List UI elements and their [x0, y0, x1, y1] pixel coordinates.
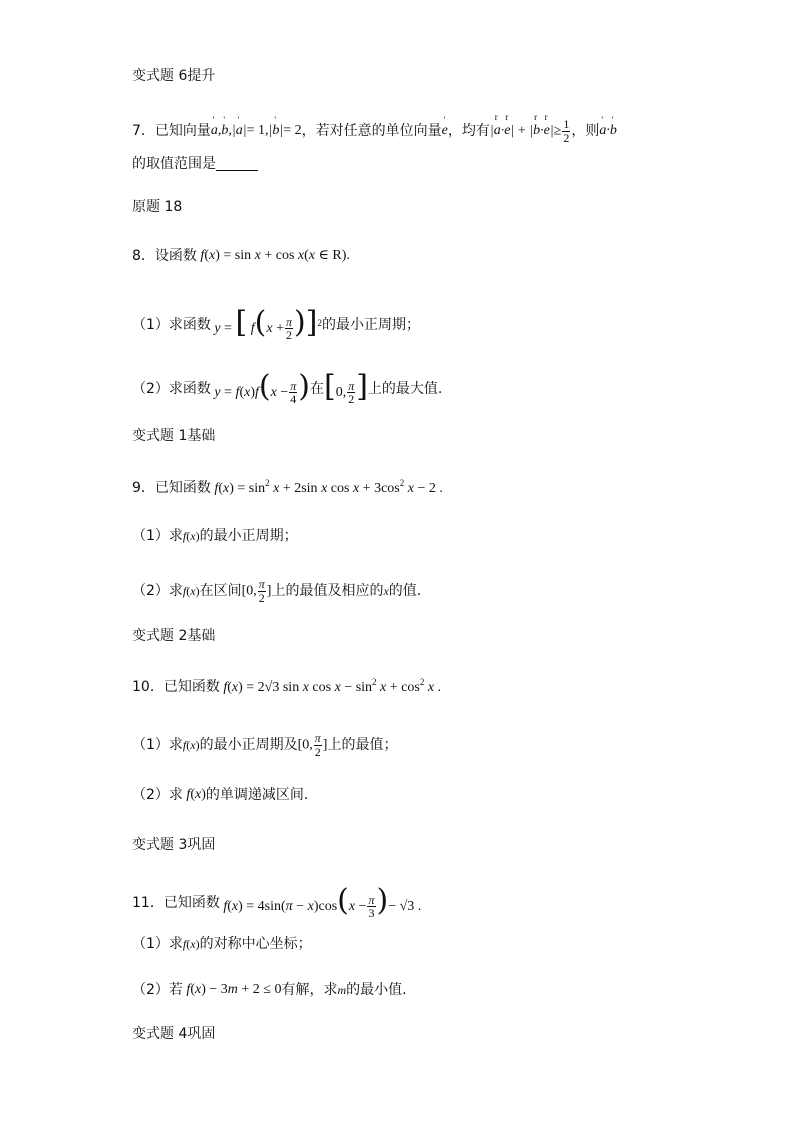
q10-part-1-mid: 的最小正周期及 — [199, 737, 298, 754]
answer-blank — [216, 158, 258, 171]
q7-dot-product: ' a·' b — [599, 124, 617, 138]
q11-part-2-inequality: f(x) − 3m + 2 ≤ 0 — [182, 982, 282, 997]
q9-part-2-fx: f(x) — [182, 584, 200, 599]
q8-part-1-formula: y = [ f(x + $\frac{\pi}{2}$ )]$^2$ — [210, 305, 322, 343]
q11-part-1-label: （1）求 — [132, 936, 183, 952]
q8-part-2-suffix: 上的最大值. — [367, 380, 443, 397]
q11-part-1-suffix: 的对称中心坐标； — [199, 936, 312, 952]
q7-condition-2: ，均有 — [447, 123, 490, 140]
q10-function: f(x) = 2√3 sin x $\cos x - \sin^2 x + \cos^2 x$ . — [219, 677, 442, 695]
question-11 — [132, 883, 422, 921]
q8-part-2-formula: y = f(x)f(x − $\frac{\pi}{4}$ ) — [210, 369, 310, 407]
q10-stem: 10．已知函数 — [132, 678, 220, 695]
q11-part-2-label: （2）若 — [132, 982, 183, 998]
q11-stem: 11．已知函数 — [132, 894, 220, 911]
q11-part-1-fx: f(x) — [182, 937, 200, 951]
q9-part-2-interval: [0, $\frac{\pi}{2}$ ] — [241, 577, 272, 605]
q8-stem: 8．设函数 — [132, 248, 197, 264]
q9-part-1-label: （1）求 — [132, 528, 183, 544]
q9-part-1-fx: f(x) — [182, 529, 200, 543]
q10-part-1-suffix: 上的最值； — [327, 737, 398, 754]
q8-part-2-label: （2）求函数 — [132, 380, 211, 397]
q9-part-2-suffix: 的值. — [388, 583, 422, 600]
q7-stem: 7．已知向量 — [132, 123, 211, 140]
question-9-part-2 — [132, 578, 421, 604]
q8-part-1-label: （1）求函数 — [132, 316, 211, 333]
q9-part-2-label: （2）求 — [132, 583, 183, 600]
q10-part-1-fx: f(x) — [182, 738, 200, 753]
q7-then: ，则 — [571, 123, 600, 140]
question-7-line-2 — [132, 157, 258, 171]
question-7 — [132, 118, 617, 144]
question-9-part-1 — [132, 529, 298, 543]
q10-part-1-interval: [0, $\frac{\pi}{2}$ ] — [297, 731, 328, 759]
q10-part-2-suffix: 的单调递减区间. — [205, 787, 309, 803]
q11-function: f(x) = 4sin(π − x)cos(x − $\frac{\pi}{3}$ )− √3 . — [219, 883, 422, 921]
q7-inequality: |r a·r e| + |r b·r e|≥ $\frac{1}{2}$ — [490, 118, 571, 144]
q7-range-text: 的取值范围是 — [132, 156, 216, 172]
q8-function: f(x) = sin x + cos x(x ∈ R). — [196, 248, 350, 263]
question-9 — [132, 479, 443, 496]
section-heading-variant-6: 变式题 6提升 — [132, 68, 216, 84]
q8-part-2-in: 在 — [309, 380, 324, 397]
q9-part-2-in: 在区间 — [199, 583, 242, 600]
question-10-part-1 — [132, 732, 397, 758]
q7-condition: ，若对任意的单位向量 — [301, 123, 442, 140]
section-heading-original-18: 原题 18 — [132, 199, 183, 215]
section-heading-variant-4: 变式题 4巩固 — [132, 1026, 216, 1042]
q9-part-1-suffix: 的最小正周期； — [199, 528, 298, 544]
q10-part-2-fx: f(x) — [182, 787, 206, 802]
q8-part-2-interval: [0, $\frac{\pi}{2}$ ] — [323, 369, 368, 407]
question-8 — [132, 249, 350, 263]
q7-vectors: ' a,' b,|' a|= 1,|' b|= 2 — [211, 124, 302, 138]
question-8-part-2 — [132, 369, 443, 407]
question-10-part-2 — [132, 788, 308, 802]
section-heading-variant-2: 变式题 2基础 — [132, 628, 216, 644]
q7-unit-vector: ' e — [442, 124, 448, 138]
q8-part-1-suffix: 的最小正周期； — [321, 316, 420, 333]
q10-part-2-label: （2）求 — [132, 787, 183, 803]
q9-function: $f(x) = \sin^2 x + 2\sin$ x $\cos x + 3\cos^2$ x − 2 . — [210, 478, 443, 496]
question-11-part-1 — [132, 937, 312, 951]
section-heading-variant-3: 变式题 3巩固 — [132, 837, 216, 853]
question-10 — [132, 678, 441, 695]
q9-stem: 9．已知函数 — [132, 479, 211, 496]
q9-part-2-x: x — [383, 584, 389, 599]
q9-part-2-mid: 上的最值及相应的 — [271, 583, 384, 600]
q11-part-2-suffix: 的最小值. — [346, 982, 407, 998]
q10-part-1-label: （1）求 — [132, 737, 183, 754]
q11-part-2-mid: 有解，求 — [281, 982, 338, 998]
q11-part-2-m: m — [337, 983, 347, 997]
section-heading-variant-1: 变式题 1基础 — [132, 428, 216, 444]
question-8-part-1 — [132, 305, 420, 343]
question-11-part-2 — [132, 983, 407, 997]
